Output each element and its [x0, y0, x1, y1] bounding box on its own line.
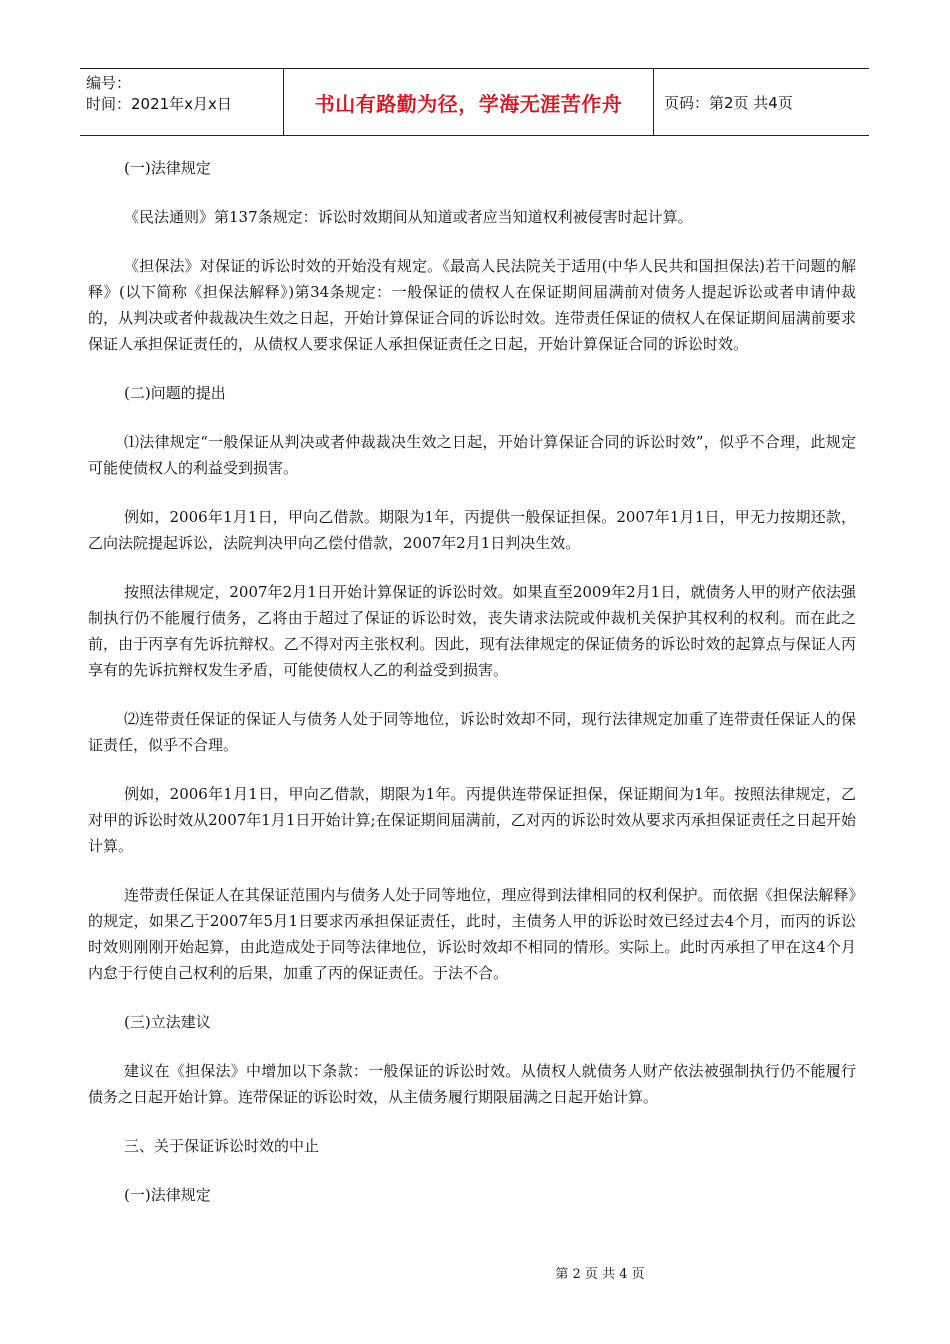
chapter-heading: 三、关于保证诉讼时效的中止 [124, 1137, 320, 1155]
section-heading: (二)问题的提出 [124, 384, 226, 402]
header-info-cell [80, 69, 284, 135]
body-paragraph: 《民法通则》第137条规定：诉讼时效期间从知道或者应当知道权利被侵害时起计算。 [124, 208, 693, 226]
document-time-label: 时间：2021年x月x日 [86, 95, 232, 113]
section-heading: (一)法律规定 [124, 159, 211, 177]
body-paragraph: 例如，2006年1月1日，甲向乙借款。期限为1年，丙提供一般保证担保。2007年1月1日，甲无力按期还款，乙向法院提起诉讼，法院判决甲向乙偿付借款，2007年2月1日判决生效。 [88, 508, 856, 552]
body-paragraph: 建议在《担保法》中增加以下条款：一般保证的诉讼时效。从债权人就债务人财产依法被强制执行仍不能履行债务之日起开始计算。连带保证的诉讼时效，从主债务履行期限届满之日起开始计算。 [88, 1062, 856, 1106]
header-page-label: 页码：第2页 共4页 [664, 93, 793, 112]
body-paragraph: 按照法律规定，2007年2月1日开始计算保证的诉讼时效。如果直至2009年2月1日，就债务人甲的财产依法强制执行仍不能履行债务，乙将由于超过了保证的诉讼时效，丧失请求法院或仲裁机关保护其权利的权利。而在此之前，由于丙享有先诉抗辩权。乙不得对丙主张权利。因此，现有法律规定的保证债务的诉讼时效的起算点与保证人丙享有的先诉抗辩权发生矛盾，可能使债权人乙的利益受到损害。 [88, 583, 856, 679]
page-header [80, 68, 869, 136]
section-heading: (一)法律规定 [124, 1186, 211, 1204]
section-heading: (三)立法建议 [124, 1013, 211, 1031]
body-paragraph: 连带责任保证人在其保证范围内与债务人处于同等地位，理应得到法律相同的权利保护。而依据《担保法解释》的规定，如果乙于2007年5月1日要求丙承担保证责任，此时，主债务人甲的诉讼时效已经过去4个月，而丙的诉讼时效则刚刚开始起算，由此造成处于同等法律地位，诉讼时效却不相同的情形。实际上。此时丙承担了甲在这4个月内怠于行使自己权利的后果，加重了丙的保证责任。于法不合。 [88, 886, 856, 982]
header-motto: 书山有路勤为径，学海无涯苦作舟 [284, 69, 654, 135]
body-paragraph: 《担保法》对保证的诉讼时效的开始没有规定。《最高人民法院关于适用(中华人民共和国担保法)若干问题的解释》(以下简称《担保法解释》)第34条规定：一般保证的债权人在保证期间届满前对债务人提起诉讼或者申请仲裁的，从判决或者仲裁裁决生效之日起，开始计算保证合同的诉讼时效。连带责任保证的债权人在保证期间届满前要求保证人承担保证责任的，从债权人要求保证人承担保证责任之日起，开始计算保证合同的诉讼时效。 [88, 257, 856, 353]
document-body [88, 155, 856, 1231]
body-paragraph: ⑴法律规定“一般保证从判决或者仲裁裁决生效之日起，开始计算保证合同的诉讼时效”，似乎不合理，此规定可能使债权人的利益受到损害。 [88, 433, 856, 477]
body-paragraph: 例如，2006年1月1日，甲向乙借款，期限为1年。丙提供连带保证担保，保证期间为1年。按照法律规定，乙对甲的诉讼时效从2007年1月1日开始计算;在保证期间届满前，乙对丙的诉讼时效从要求丙承担保证责任之日起开始计算。 [88, 785, 856, 855]
body-paragraph: ⑵连带责任保证的保证人与债务人处于同等地位，诉讼时效却不同，现行法律规定加重了连带责任保证人的保证责任，似乎不合理。 [88, 710, 856, 754]
document-number-label: 编号： [86, 74, 132, 92]
page-footer: 第 2 页 共 4 页 [555, 1267, 645, 1282]
